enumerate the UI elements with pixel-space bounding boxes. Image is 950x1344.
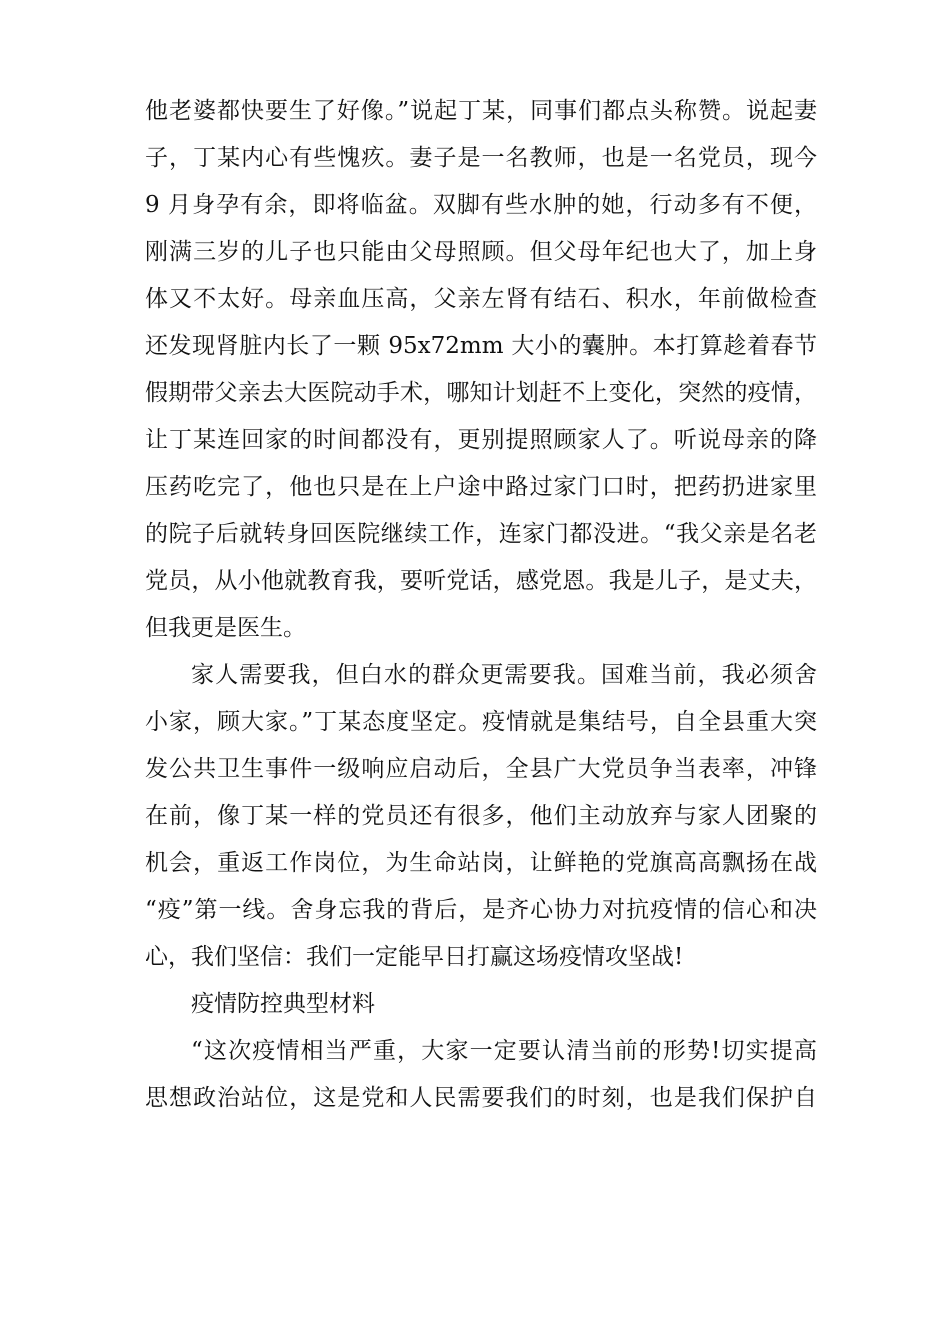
paragraph-3 <box>145 1028 817 1122</box>
text-line: 压药吃完了，他也只是在上户途中路过家门口时，把药扔进家里 <box>145 474 817 500</box>
text-line: 机会，重返工作岗位，为生命站岗，让鲜艳的党旗高高飘扬在战 <box>145 850 817 876</box>
text-line: 假期带父亲去大医院动手术，哪知计划赶不上变化，突然的疫情， <box>145 380 817 406</box>
text-line: 家人需要我，但白水的群众更需要我。国难当前，我必须舍 <box>191 662 817 688</box>
text-line: 的院子后就转身回医院继续工作，连家门都没进。“我父亲是名老 <box>145 521 817 547</box>
text-line: “这次疫情相当严重，大家一定要认清当前的形势!切实提高 <box>191 1038 817 1064</box>
text-line: 刚满三岁的儿子也只能由父母照顾。但父母年纪也大了，加上身 <box>145 239 817 265</box>
text-line: 党员，从小他就教育我，要听党话，感党恩。我是儿子，是丈夫， <box>145 568 817 594</box>
text-line: 体又不太好。母亲血压高，父亲左肾有结石、积水，年前做检查 <box>145 286 817 312</box>
document-page <box>145 88 817 1122</box>
text-line: 但我更是医生。 <box>145 615 306 641</box>
text-line: 他老婆都快要生了好像。”说起丁某，同事们都点头称赞。说起妻 <box>145 98 817 124</box>
section-heading: 疫情防控典型材料 <box>191 991 375 1017</box>
paragraph-1 <box>145 88 817 652</box>
text-line: “疫”第一线。舍身忘我的背后，是齐心协力对抗疫情的信心和决 <box>145 897 817 923</box>
text-line: 小家，顾大家。”丁某态度坚定。疫情就是集结号，自全县重大突 <box>145 709 817 735</box>
text-line: 9 月身孕有余，即将临盆。双脚有些水肿的她，行动多有不便， <box>145 192 817 218</box>
text-line: 思想政治站位，这是党和人民需要我们的时刻，也是我们保护自 <box>145 1085 817 1111</box>
text-line: 让丁某连回家的时间都没有，更别提照顾家人了。听说母亲的降 <box>145 427 817 453</box>
text-line: 还发现肾脏内长了一颗 95x72mm 大小的囊肿。本打算趁着春节 <box>145 333 817 359</box>
text-line: 子，丁某内心有些愧疚。妻子是一名教师，也是一名党员，现今 <box>145 145 817 171</box>
text-line: 发公共卫生事件一级响应启动后，全县广大党员争当表率，冲锋 <box>145 756 817 782</box>
text-line: 心，我们坚信：我们一定能早日打赢这场疫情攻坚战! <box>145 944 684 970</box>
paragraph-2 <box>145 652 817 981</box>
text-line: 在前，像丁某一样的党员还有很多，他们主动放弃与家人团聚的 <box>145 803 817 829</box>
